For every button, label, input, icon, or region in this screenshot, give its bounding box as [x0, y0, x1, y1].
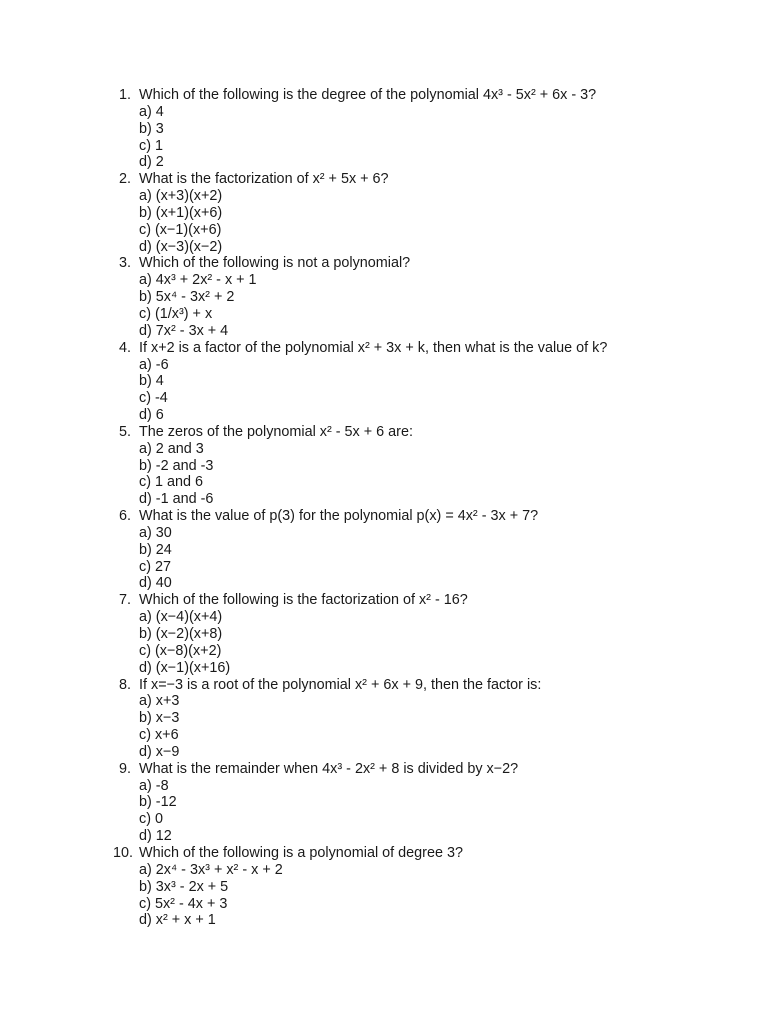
option-list: [113, 441, 733, 508]
answer-option: c) (x−1)(x+6): [139, 221, 222, 238]
answer-option: d) -1 and -6: [139, 491, 214, 508]
question-line: [113, 255, 733, 272]
question-item: [113, 424, 733, 508]
question-number: 4.: [118, 339, 131, 356]
question-number: 9.: [118, 760, 131, 777]
question-text: The zeros of the polynomial x² - 5x + 6 are:: [139, 423, 413, 440]
answer-option: c) 1 and 6: [139, 474, 203, 491]
answer-option: b) (x+1)(x+6): [139, 204, 223, 221]
option-list: [113, 272, 733, 339]
question-number: 2.: [118, 171, 131, 188]
answer-option: c) (x−8)(x+2): [139, 642, 222, 659]
answer-option: d) 2: [139, 154, 164, 171]
question-text: Which of the following is the degree of the polynomial 4x³ - 5x² + 6x - 3?: [139, 87, 597, 103]
answer-option: d) x−9: [139, 743, 180, 760]
answer-option: b) (x−2)(x+8): [139, 626, 223, 642]
answer-option: c) x+6: [139, 727, 179, 744]
question-item: [113, 87, 733, 171]
question-number: 7.: [118, 592, 131, 609]
answer-option: d) 7x² - 3x + 4: [139, 322, 229, 339]
answer-option: b) 24: [139, 541, 172, 558]
option-list: [113, 525, 733, 592]
question-text: If x=−3 is a root of the polynomial x² + 6x + 9, then the factor is:: [139, 676, 542, 693]
question-number: 8.: [118, 676, 131, 693]
question-item: [113, 845, 733, 929]
answer-option: b) 4: [139, 373, 164, 390]
answer-option: a) (x+3)(x+2): [139, 188, 223, 205]
question-text: Which of the following is the factorization of x² - 16?: [139, 592, 468, 609]
question-number: 6.: [118, 508, 131, 525]
question-line: [113, 677, 733, 694]
answer-option: c) 5x² - 4x + 3: [139, 895, 228, 912]
option-list: [113, 609, 733, 676]
answer-option: d) x² + x + 1: [139, 912, 216, 929]
option-list: [113, 778, 733, 845]
answer-option: a) 4x³ + 2x² - x + 1: [139, 272, 257, 289]
question-text: What is the remainder when 4x³ - 2x² + 8 is divided by x−2?: [139, 760, 519, 777]
question-list: [113, 87, 733, 929]
answer-option: a) -6: [139, 356, 169, 373]
answer-option: b) 5x⁴ - 3x² + 2: [139, 289, 235, 306]
question-line: [113, 171, 733, 188]
question-item: [113, 508, 733, 592]
answer-option: c) 0: [139, 811, 163, 828]
answer-option: a) 2x⁴ - 3x³ + x² - x + 2: [139, 861, 283, 878]
answer-option: b) -12: [139, 794, 177, 811]
question-line: [113, 508, 733, 525]
question-line: [113, 424, 733, 441]
question-number: 10.: [113, 844, 134, 861]
answer-option: a) 4: [139, 103, 164, 120]
answer-option: b) -2 and -3: [139, 457, 214, 474]
option-list: [113, 357, 733, 424]
answer-option: c) (1/x³) + x: [139, 305, 213, 322]
answer-option: c) 27: [139, 558, 171, 575]
question-item: [113, 677, 733, 761]
answer-option: b) 3x³ - 2x + 5: [139, 878, 229, 895]
question-text: What is the value of p(3) for the polynomial p(x) = 4x² - 3x + 7?: [139, 508, 539, 525]
option-list: [113, 693, 733, 760]
option-list: [113, 188, 733, 255]
question-item: [113, 592, 733, 676]
answer-option: c) 1: [139, 137, 163, 154]
answer-option: a) (x−4)(x+4): [139, 609, 223, 626]
answer-option: a) 30: [139, 524, 172, 541]
question-line: [113, 340, 733, 357]
option-list: [113, 104, 733, 171]
question-text: Which of the following is a polynomial of degree 3?: [139, 844, 463, 861]
answer-option: c) -4: [139, 390, 168, 407]
question-item: [113, 761, 733, 845]
question-line: [113, 592, 733, 609]
question-line: [113, 845, 733, 862]
question-text: If x+2 is a factor of the polynomial x² + 3x + k, then what is the value of k?: [139, 339, 608, 356]
question-item: [113, 340, 733, 424]
question-item: [113, 255, 733, 339]
question-line: [113, 87, 733, 104]
answer-option: d) 40: [139, 575, 172, 592]
option-list: [113, 862, 733, 929]
answer-option: d) 6: [139, 407, 164, 424]
question-text: What is the factorization of x² + 5x + 6?: [139, 171, 389, 188]
answer-option: d) (x−1)(x+16): [139, 659, 231, 676]
answer-option: d) 12: [139, 828, 172, 845]
question-line: [113, 761, 733, 778]
answer-option: b) 3: [139, 120, 164, 137]
question-number: 5.: [118, 423, 131, 440]
answer-option: b) x−3: [139, 710, 180, 727]
answer-option: d) (x−3)(x−2): [139, 238, 223, 255]
question-item: [113, 171, 733, 255]
answer-option: a) -8: [139, 777, 169, 794]
question-number: 3.: [118, 255, 131, 272]
question-number: 1.: [118, 87, 131, 103]
answer-option: a) 2 and 3: [139, 440, 204, 457]
answer-option: a) x+3: [139, 693, 180, 710]
question-text: Which of the following is not a polynomial?: [139, 255, 411, 272]
